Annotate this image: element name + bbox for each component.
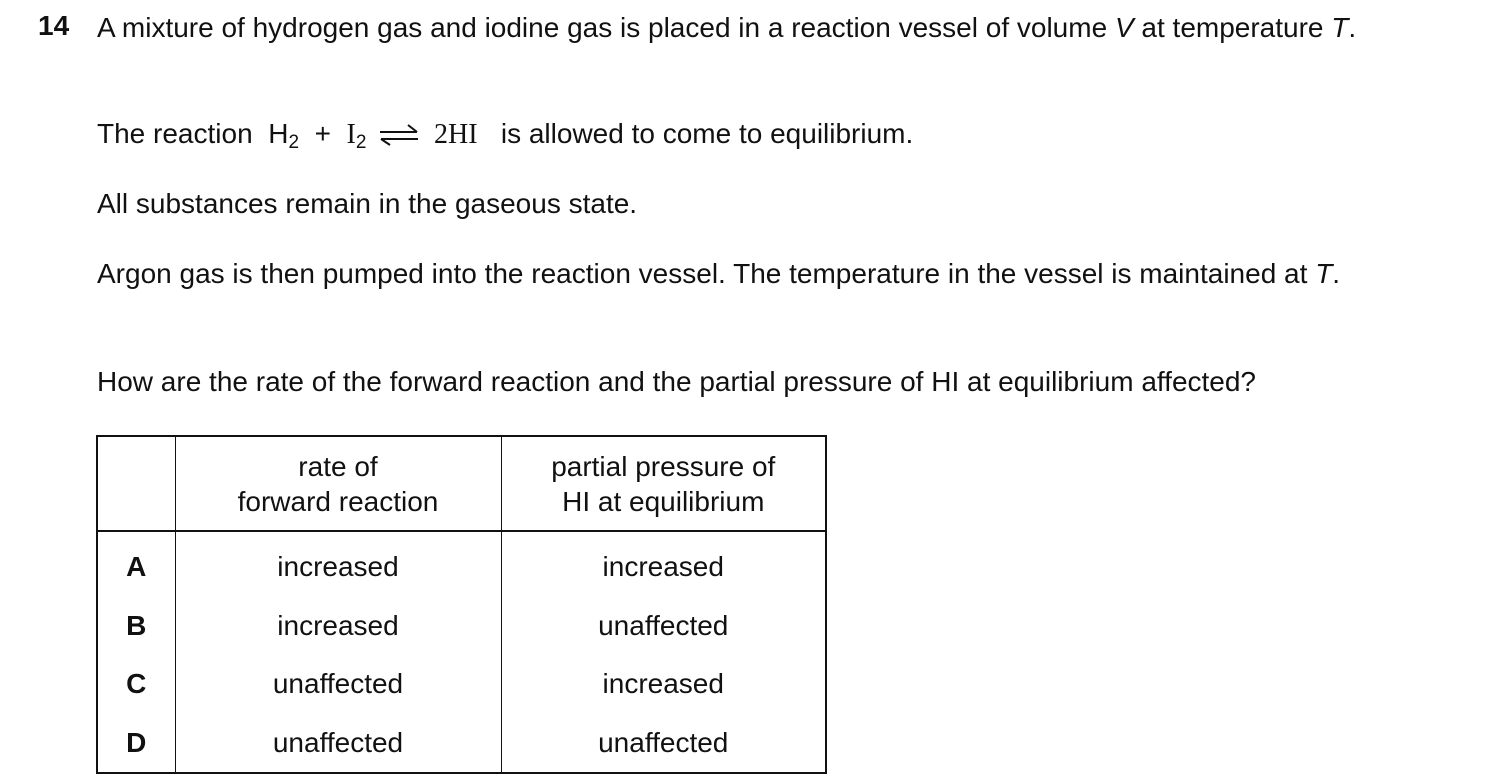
option-pressure: increased: [501, 655, 826, 714]
argon-end: .: [1332, 258, 1341, 289]
temperature-variable: T: [1331, 12, 1349, 43]
reaction-intro: The reaction: [97, 118, 253, 149]
option-row-b[interactable]: [97, 597, 826, 656]
stem-text-1: A mixture of hydrogen gas and iodine gas is placed in a reaction vessel of volume: [97, 12, 1108, 43]
header-pressure: [501, 436, 826, 531]
option-rate: increased: [175, 597, 501, 656]
argon-paragraph: [97, 256, 1415, 292]
product-formula: 2HI: [433, 119, 478, 150]
reaction-outro: is allowed to come to equilibrium.: [500, 118, 914, 149]
plus-sign: +: [314, 118, 331, 149]
option-row-c[interactable]: [97, 655, 826, 714]
question-prompt: How are the rate of the forward reaction and the partial pressure of HI at equilibrium affected?: [97, 366, 1257, 397]
option-pressure: unaffected: [501, 597, 826, 656]
question-stem: [97, 10, 1415, 46]
temperature-variable-2: T: [1315, 258, 1333, 289]
argon-text: Argon gas is then pumped into the reaction vessel. The temperature in the vessel is maintained at: [97, 258, 1308, 289]
option-letter[interactable]: B: [97, 597, 175, 656]
option-row-d[interactable]: [97, 714, 826, 774]
option-rate: unaffected: [175, 655, 501, 714]
iodine-formula: $I_2$: [346, 119, 367, 153]
option-pressure: increased: [501, 531, 826, 597]
equilibrium-arrow-icon: [378, 119, 420, 155]
hydrogen-formula: $H_2$: [268, 118, 300, 153]
header-rate: [175, 436, 501, 531]
volume-variable: V: [1114, 12, 1134, 43]
header-rate-line-1: rate of: [298, 450, 378, 482]
header-rate-line-2: forward reaction: [237, 485, 439, 517]
option-letter[interactable]: C: [97, 655, 175, 714]
header-pressure-line-1: partial pressure of: [551, 450, 776, 482]
reaction-equation: [268, 118, 485, 153]
option-pressure: unaffected: [501, 714, 826, 774]
reaction-line: [97, 116, 913, 155]
option-letter[interactable]: D: [97, 714, 175, 774]
header-letter-column: [97, 436, 175, 531]
stem-end: .: [1348, 12, 1357, 43]
header-pressure-line-2: HI at equilibrium: [562, 485, 765, 517]
table-header-row: [97, 436, 826, 531]
option-rate: increased: [175, 531, 501, 597]
stem-text-2: at temperature: [1141, 12, 1324, 43]
option-rate: unaffected: [175, 714, 501, 774]
question-number: 14: [38, 10, 70, 41]
option-letter[interactable]: A: [97, 531, 175, 597]
answer-options-table: [96, 435, 827, 774]
state-line: All substances remain in the gaseous state.: [97, 188, 638, 219]
option-row-a[interactable]: [97, 531, 826, 597]
